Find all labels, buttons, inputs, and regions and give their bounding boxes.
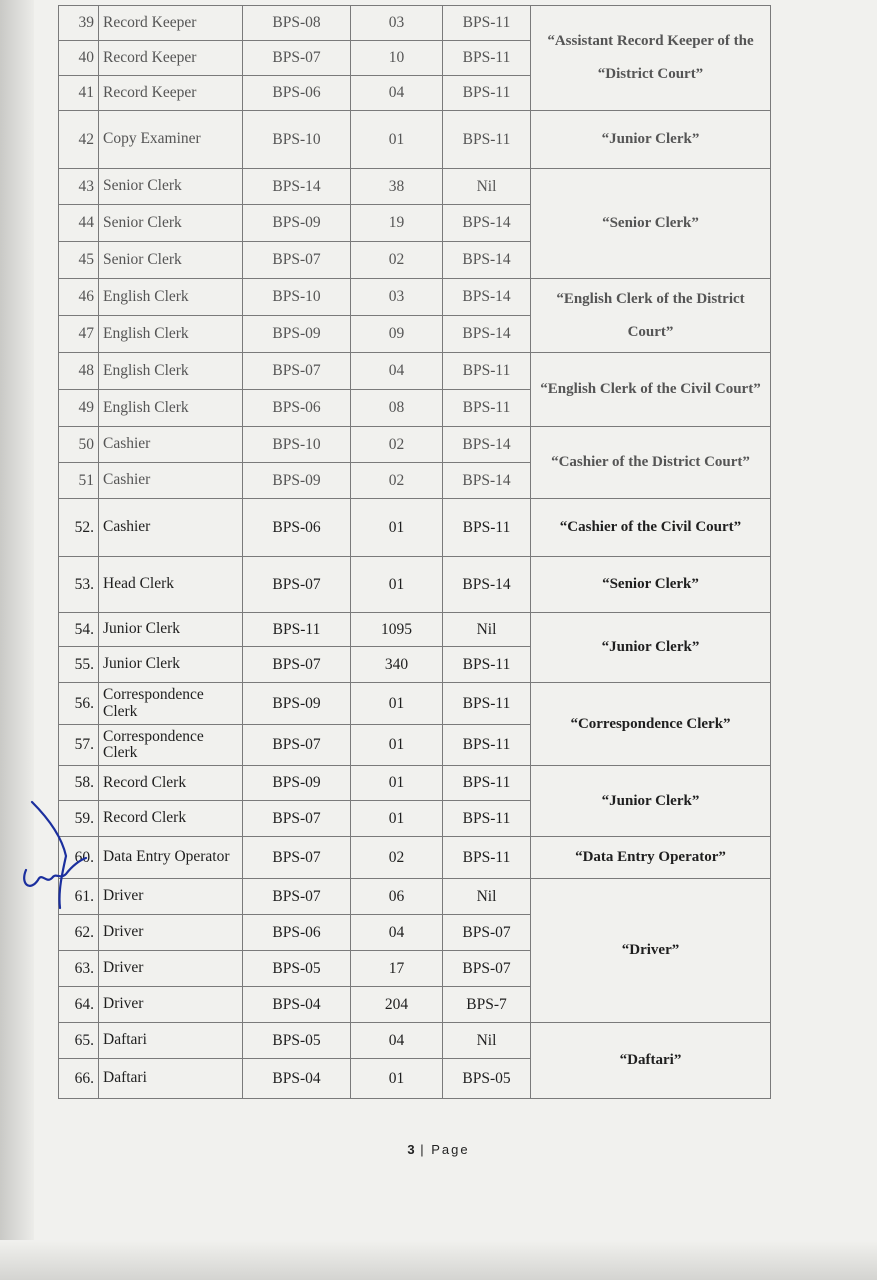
pay-scale: BPS-04	[243, 987, 351, 1023]
post-count: 02	[351, 427, 443, 463]
page-label: Page	[431, 1142, 470, 1157]
promotion-scale: BPS-11	[443, 353, 531, 390]
promotion-scale: BPS-11	[443, 647, 531, 683]
designation-cell: “Correspondence Clerk”	[531, 683, 771, 766]
table-row	[59, 499, 771, 557]
post-count: 06	[351, 879, 443, 915]
post-count: 340	[351, 647, 443, 683]
row-number: 57.	[59, 725, 99, 766]
post-name: Record Keeper	[99, 76, 243, 111]
page-edge-shadow	[0, 0, 34, 1280]
row-number: 49	[59, 390, 99, 427]
row-number: 50	[59, 427, 99, 463]
post-name: Driver	[99, 987, 243, 1023]
promotion-scale: Nil	[443, 613, 531, 647]
post-count: 01	[351, 766, 443, 801]
promotion-scale: BPS-14	[443, 242, 531, 279]
row-number: 59.	[59, 801, 99, 837]
pay-scale: BPS-06	[243, 499, 351, 557]
designation-cell: “Cashier of the Civil Court”	[531, 499, 771, 557]
designation-cell: “Cashier of the District Court”	[531, 427, 771, 499]
row-number: 58.	[59, 766, 99, 801]
post-count: 04	[351, 1023, 443, 1059]
post-name: Daftari	[99, 1059, 243, 1099]
pay-scale: BPS-04	[243, 1059, 351, 1099]
promotion-scale: BPS-11	[443, 725, 531, 766]
row-number: 60.	[59, 837, 99, 879]
row-number: 46	[59, 279, 99, 316]
post-name: Record Clerk	[99, 766, 243, 801]
post-name: Record Clerk	[99, 801, 243, 837]
table-row	[59, 111, 771, 169]
pay-scale: BPS-09	[243, 463, 351, 499]
post-name: English Clerk	[99, 390, 243, 427]
pay-scale: BPS-07	[243, 801, 351, 837]
table-row	[59, 169, 771, 205]
promotion-scale: BPS-14	[443, 279, 531, 316]
pay-scale: BPS-07	[243, 41, 351, 76]
handwritten-signature	[20, 800, 90, 910]
post-name: Cashier	[99, 463, 243, 499]
designation-cell: “Senior Clerk”	[531, 557, 771, 613]
table-row	[59, 879, 771, 915]
row-number: 52.	[59, 499, 99, 557]
post-count: 01	[351, 111, 443, 169]
promotion-scale: BPS-11	[443, 390, 531, 427]
pay-scale: BPS-09	[243, 766, 351, 801]
pay-scale: BPS-07	[243, 353, 351, 390]
post-count: 1095	[351, 613, 443, 647]
row-number: 47	[59, 316, 99, 353]
row-number: 61.	[59, 879, 99, 915]
promotion-scale: BPS-11	[443, 111, 531, 169]
post-count: 38	[351, 169, 443, 205]
promotion-scale: BPS-14	[443, 557, 531, 613]
promotion-scale: BPS-14	[443, 316, 531, 353]
post-name: Senior Clerk	[99, 169, 243, 205]
designation-cell: “English Clerk of the Civil Court”	[531, 353, 771, 427]
pay-scale: BPS-11	[243, 613, 351, 647]
post-name: Record Keeper	[99, 6, 243, 41]
promotion-scale: Nil	[443, 879, 531, 915]
post-count: 04	[351, 353, 443, 390]
row-number: 42	[59, 111, 99, 169]
pay-scale: BPS-08	[243, 6, 351, 41]
promotion-scale: BPS-11	[443, 41, 531, 76]
post-count: 01	[351, 1059, 443, 1099]
pay-scale: BPS-07	[243, 242, 351, 279]
promotion-scale: BPS-11	[443, 499, 531, 557]
promotion-scale: BPS-7	[443, 987, 531, 1023]
post-count: 19	[351, 205, 443, 242]
promotion-scale: BPS-14	[443, 205, 531, 242]
table-row	[59, 427, 771, 463]
post-name: Correspondence Clerk	[99, 683, 243, 725]
designation-cell: “Assistant Record Keeper of the “District Court”	[531, 6, 771, 111]
post-name: Junior Clerk	[99, 647, 243, 683]
post-count: 17	[351, 951, 443, 987]
table-row	[59, 279, 771, 316]
row-number: 44	[59, 205, 99, 242]
row-number: 63.	[59, 951, 99, 987]
post-count: 01	[351, 725, 443, 766]
post-name: English Clerk	[99, 279, 243, 316]
designation-cell: “English Clerk of the District Court”	[531, 279, 771, 353]
promotion-scale: BPS-05	[443, 1059, 531, 1099]
promotion-scale: BPS-11	[443, 683, 531, 725]
pay-scale: BPS-06	[243, 915, 351, 951]
row-number: 65.	[59, 1023, 99, 1059]
pay-scale: BPS-10	[243, 427, 351, 463]
footer-separator: |	[414, 1142, 432, 1157]
post-count: 01	[351, 557, 443, 613]
post-count: 204	[351, 987, 443, 1023]
post-count: 03	[351, 279, 443, 316]
pay-scale: BPS-10	[243, 111, 351, 169]
table-row	[59, 6, 771, 41]
post-name: English Clerk	[99, 316, 243, 353]
pay-scale: BPS-07	[243, 837, 351, 879]
post-name: Data Entry Operator	[99, 837, 243, 879]
post-name: Senior Clerk	[99, 205, 243, 242]
post-name: Daftari	[99, 1023, 243, 1059]
promotion-scale: BPS-14	[443, 427, 531, 463]
post-count: 02	[351, 463, 443, 499]
pay-scale: BPS-09	[243, 316, 351, 353]
promotion-scale: BPS-11	[443, 76, 531, 111]
promotion-scale: BPS-07	[443, 915, 531, 951]
promotion-scale: Nil	[443, 169, 531, 205]
post-name: Cashier	[99, 499, 243, 557]
post-name: Head Clerk	[99, 557, 243, 613]
row-number: 45	[59, 242, 99, 279]
post-name: English Clerk	[99, 353, 243, 390]
pay-scale: BPS-05	[243, 1023, 351, 1059]
post-count: 04	[351, 76, 443, 111]
page-footer	[0, 1142, 877, 1157]
row-number: 66.	[59, 1059, 99, 1099]
pay-scale: BPS-10	[243, 279, 351, 316]
row-number: 64.	[59, 987, 99, 1023]
pay-scale: BPS-07	[243, 557, 351, 613]
table-row	[59, 683, 771, 725]
post-name: Senior Clerk	[99, 242, 243, 279]
designation-cell: “Driver”	[531, 879, 771, 1023]
designation-cell: “Junior Clerk”	[531, 613, 771, 683]
post-count: 09	[351, 316, 443, 353]
post-name: Junior Clerk	[99, 613, 243, 647]
post-count: 08	[351, 390, 443, 427]
post-count: 01	[351, 499, 443, 557]
table-row	[59, 766, 771, 801]
pay-scale: BPS-05	[243, 951, 351, 987]
posts-table	[58, 5, 771, 1099]
table-row	[59, 353, 771, 390]
post-count: 02	[351, 837, 443, 879]
post-count: 01	[351, 801, 443, 837]
row-number: 56.	[59, 683, 99, 725]
pay-scale: BPS-07	[243, 725, 351, 766]
row-number: 39	[59, 6, 99, 41]
page-bottom-shadow	[0, 1240, 877, 1280]
row-number: 40	[59, 41, 99, 76]
pay-scale: BPS-07	[243, 879, 351, 915]
post-name: Driver	[99, 915, 243, 951]
row-number: 51	[59, 463, 99, 499]
post-name: Driver	[99, 879, 243, 915]
post-name: Driver	[99, 951, 243, 987]
row-number: 48	[59, 353, 99, 390]
row-number: 54.	[59, 613, 99, 647]
table-row	[59, 557, 771, 613]
post-count: 02	[351, 242, 443, 279]
post-count: 04	[351, 915, 443, 951]
post-count: 01	[351, 683, 443, 725]
row-number: 53.	[59, 557, 99, 613]
row-number: 41	[59, 76, 99, 111]
promotion-scale: BPS-07	[443, 951, 531, 987]
row-number: 43	[59, 169, 99, 205]
designation-cell: “Junior Clerk”	[531, 766, 771, 837]
promotion-scale: BPS-11	[443, 837, 531, 879]
promotion-scale: BPS-14	[443, 463, 531, 499]
pay-scale: BPS-06	[243, 390, 351, 427]
pay-scale: BPS-07	[243, 647, 351, 683]
promotion-scale: BPS-11	[443, 801, 531, 837]
promotion-scale: BPS-11	[443, 766, 531, 801]
post-name: Correspondence Clerk	[99, 725, 243, 766]
designation-cell: “Data Entry Operator”	[531, 837, 771, 879]
post-count: 10	[351, 41, 443, 76]
designation-cell: “Daftari”	[531, 1023, 771, 1099]
designation-cell: “Senior Clerk”	[531, 169, 771, 279]
row-number: 62.	[59, 915, 99, 951]
post-name: Cashier	[99, 427, 243, 463]
promotion-scale: Nil	[443, 1023, 531, 1059]
table-row	[59, 837, 771, 879]
table-row	[59, 1023, 771, 1059]
promotion-scale: BPS-11	[443, 6, 531, 41]
designation-cell: “Junior Clerk”	[531, 111, 771, 169]
pay-scale: BPS-14	[243, 169, 351, 205]
page-number: 3	[407, 1142, 415, 1157]
post-name: Copy Examiner	[99, 111, 243, 169]
pay-scale: BPS-09	[243, 205, 351, 242]
post-count: 03	[351, 6, 443, 41]
pay-scale: BPS-09	[243, 683, 351, 725]
table-row	[59, 613, 771, 647]
post-name: Record Keeper	[99, 41, 243, 76]
pay-scale: BPS-06	[243, 76, 351, 111]
row-number: 55.	[59, 647, 99, 683]
